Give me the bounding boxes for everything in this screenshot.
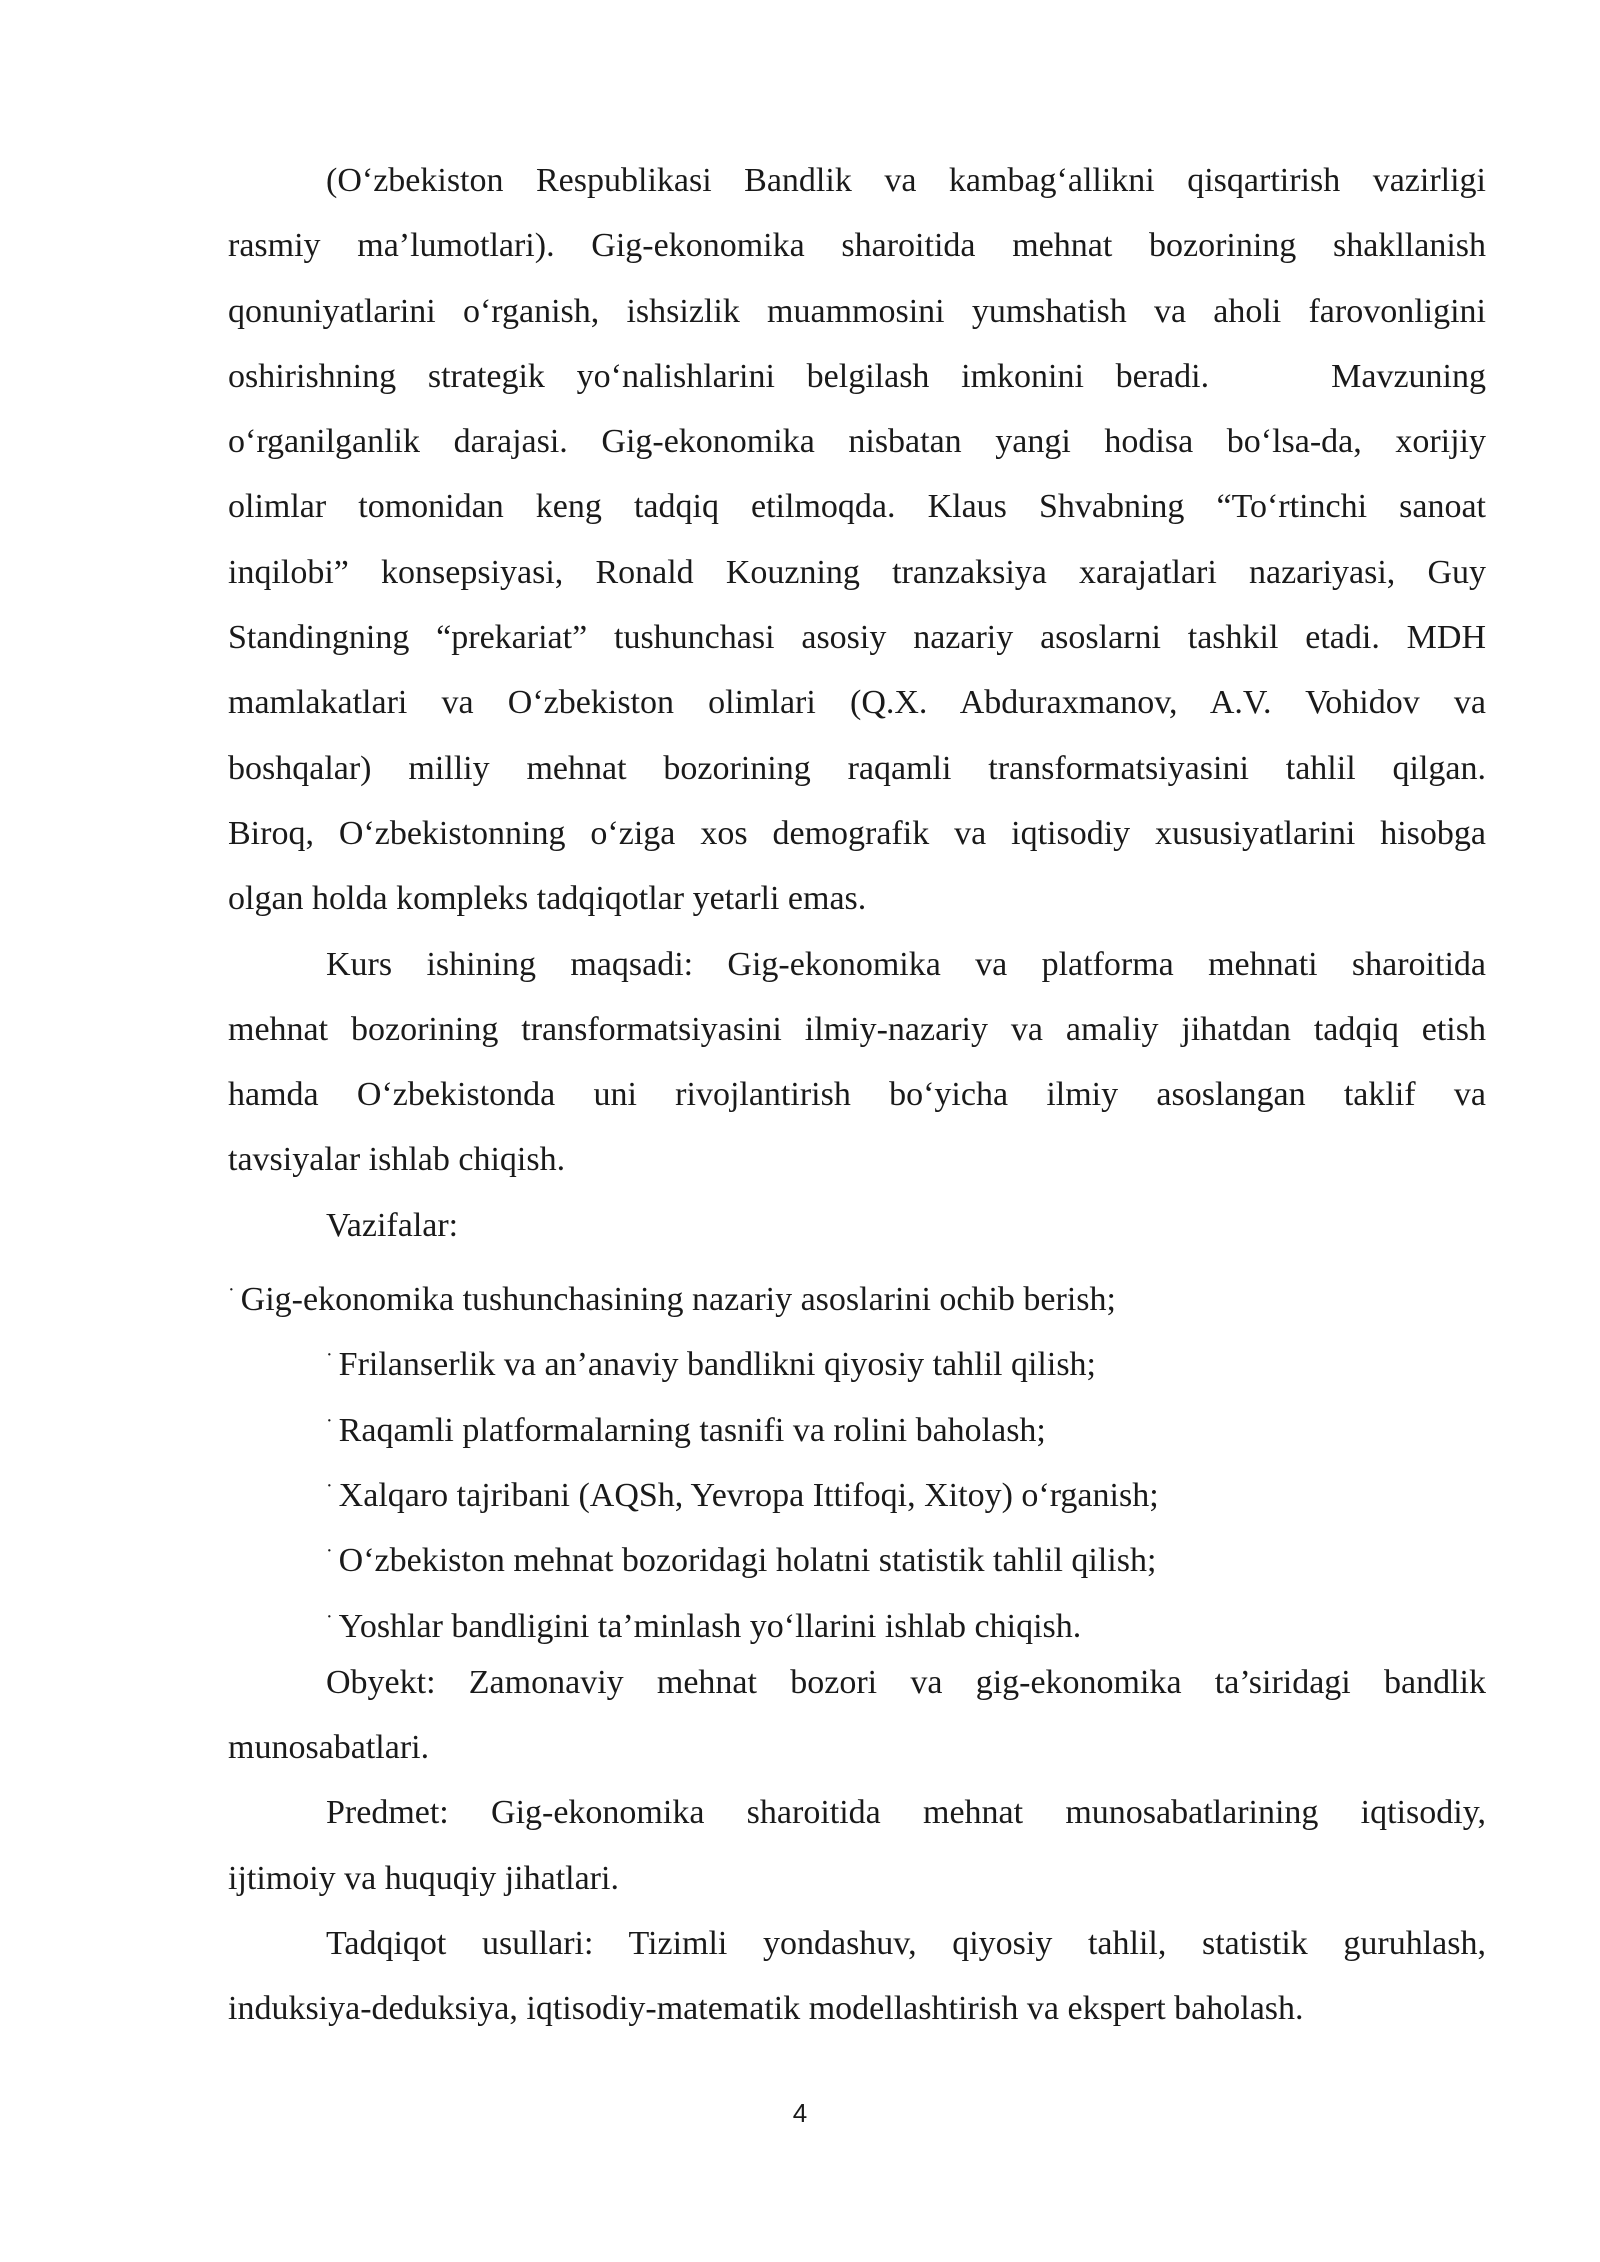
paragraph-line: olgan holda kompleks tadqiqotlar yetarli emas.	[228, 880, 867, 918]
paragraph-line-text: oshirishning strategik yo‘nalishlarini belgilash imkonini beradi.	[228, 357, 1210, 395]
task-text: Gig-ekonomika tushunchasining nazariy asoslarini ochib berish;	[240, 1281, 1116, 1319]
task-text: Raqamli platformalarning tasnifi va rolini baholash;	[338, 1411, 1046, 1449]
paragraph-line: (O‘zbekiston Respublikasi Bandlik va kambag‘allikni qisqartirish vazirligi	[326, 162, 1486, 199]
paragraph-start-word: Mavzuning	[1331, 357, 1486, 395]
task-text: O‘zbekiston mehnat bozoridagi holatni statistik tahlil qilish;	[338, 1542, 1157, 1580]
bullet-icon: ·	[326, 1344, 333, 1367]
paragraph-line: olimlar tomonidan keng tadqiq etilmoqda. Klaus Shvabning “To‘rtinchi sanoat	[228, 488, 1486, 526]
paragraph-line: inqilobi” konsepsiyasi, Ronald Kouzning tranzaksiya xarajatlari nazariyasi, Guy	[228, 553, 1486, 591]
task-text: Yoshlar bandligini ta’minlash yo‘llarini ishlab chiqish.	[338, 1607, 1082, 1645]
paragraph-line: Standingning “prekariat” tushunchasi asosiy nazariy asoslarni tashkil etadi. MDH	[228, 619, 1486, 657]
paragraph-line: Tadqiqot usullari: Tizimli yondashuv, qiyosiy tahlil, statistik guruhlash,	[326, 1925, 1486, 1963]
body-text	[228, 148, 1486, 2042]
paragraph-line: tavsiyalar ishlab chiqish.	[228, 1141, 566, 1179]
paragraph-line: Predmet: Gig-ekonomika sharoitida mehnat munosabatlarining iqtisodiy,	[326, 1794, 1486, 1832]
paragraph-line: Biroq, O‘zbekistonning o‘ziga xos demografik va iqtisodiy xususiyatlarini hisobga	[228, 814, 1486, 852]
page-number: 4	[792, 2098, 808, 2128]
task-item	[326, 1454, 1486, 1519]
task-item	[326, 1389, 1486, 1454]
paragraph-line: o‘rganilganlik darajasi. Gig-ekonomika nisbatan yangi hodisa bo‘lsa-da, xorijiy	[228, 423, 1486, 461]
task-item	[326, 1519, 1486, 1584]
tasks-heading: Vazifalar:	[326, 1206, 459, 1244]
task-text: Frilanserlik va an’anaviy bandlikni qiyosiy tahlil qilish;	[338, 1346, 1097, 1384]
paragraph-line	[228, 344, 1486, 409]
paragraph-line: hamda O‘zbekistonda uni rivojlantirish bo‘yicha ilmiy asoslangan taklif va	[228, 1076, 1486, 1114]
bullet-icon: ·	[326, 1409, 333, 1432]
bullet-icon: ·	[326, 1474, 333, 1497]
paragraph-line: mamlakatlari va O‘zbekiston olimlari (Q.X. Abduraxmanov, A.V. Vohidov va	[228, 684, 1486, 722]
paragraph-line: mehnat bozorining transformatsiyasini ilmiy-nazariy va amaliy jihatdan tadqiq etish	[228, 1010, 1486, 1048]
paragraph-line: induksiya-deduksiya, iqtisodiy-matematik modellashtirish va ekspert baholash.	[228, 1990, 1304, 2028]
paragraph-line: Obyekt: Zamonaviy mehnat bozori va gig-ekonomika ta’siridagi bandlik	[326, 1663, 1486, 1701]
bullet-icon: ·	[326, 1605, 333, 1628]
bullet-icon: ·	[326, 1540, 333, 1563]
paragraph-line: rasmiy ma’lumotlari). Gig-ekonomika sharoitida mehnat bozorining shakllanish	[228, 227, 1486, 265]
task-item	[326, 1323, 1486, 1388]
paragraph-line: Kurs ishining maqsadi: Gig-ekonomika va platforma mehnati sharoitida	[326, 945, 1486, 983]
paragraph-line: ijtimoiy va huquqiy jihatlari.	[228, 1859, 619, 1897]
paragraph-line: boshqalar) milliy mehnat bozorining raqamli transformatsiyasini tahlil qilgan.	[228, 749, 1486, 787]
paragraph-line: munosabatlari.	[228, 1729, 430, 1767]
bullet-icon: ·	[228, 1279, 235, 1302]
paragraph-line: qonuniyatlarini o‘rganish, ishsizlik muammosini yumshatish va aholi farovonligini	[228, 292, 1486, 330]
task-text: Xalqaro tajribani (AQSh, Yevropa Ittifoqi, Xitoy) o‘rganish;	[338, 1476, 1159, 1514]
task-item	[228, 1258, 1486, 1323]
task-item	[326, 1585, 1486, 1650]
